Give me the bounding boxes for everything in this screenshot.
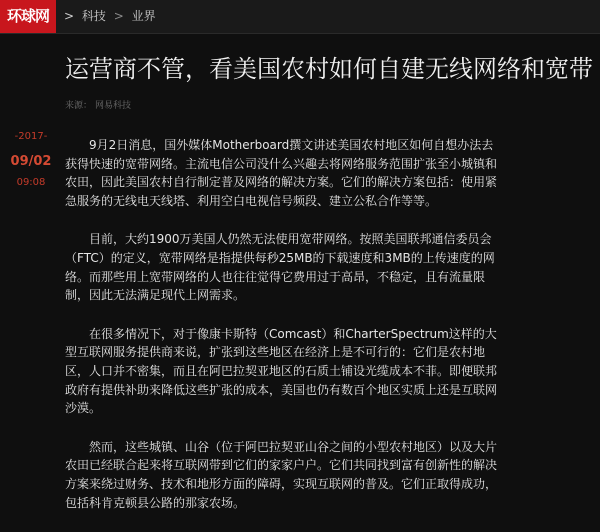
article-paragraph: 9月2日消息，国外媒体Motherboard撰文讲述美国农村地区如何自想办法去获得快速的宽带网络。主流电信公司没什么兴趣去将网络服务范围扩张至小城镇和农田，因此美国农村自行制定普及网络的解决方案。它们的解决方案包括：使用紧急服务的无线电天线塔、利用空白电视信号频段、建立公私合作等等。 <box>65 138 498 208</box>
article-paragraph: 在很多情况下，对于像康卡斯特（Comcast）和CharterSpectrum这样的大型互联网服务提供商来说，扩张到这些地区在经济上是不可行的：它们是农村地区，人口并不密集，而且在阿巴拉契亚地区的石质土铺设光缆成本不菲。即便联邦政府有提供补助来降低这些扩张的成本，美国也仍有数百个地区实质上还是互联网沙漠。 <box>65 326 498 416</box>
article-source <box>65 98 131 111</box>
article-paragraph: 然而，这些城镇、山谷（位于阿巴拉契亚山谷之间的小型农村地区）以及大片农田已经联合起来将互联网带到它们的家家户户。它们共同找到富有创新性的解决方案来绕过财务、技术和地形方面的障碍，实现互联网的普及。它们正取得成功，包括科肯克顿县公路的那家农场。 <box>65 439 498 510</box>
article-title: 运营商不管，看美国农村如何自建无线网络和宽带 <box>65 55 593 83</box>
publish-time: 09:08 <box>16 177 46 188</box>
breadcrumb <box>64 0 156 33</box>
breadcrumb-sep: > <box>64 9 75 23</box>
source-name: 网易科技 <box>95 101 132 111</box>
article-body <box>65 136 505 532</box>
publish-year: -2017- <box>14 131 48 142</box>
breadcrumb-item-tech[interactable]: 科技 <box>81 9 106 23</box>
site-logo[interactable]: 环球网 <box>0 0 56 33</box>
top-navigation-bar <box>0 0 600 34</box>
article-paragraph: 目前，大约1900万美国人仍然无法使用宽带网络。按照美国联邦通信委员会（FTC）的定义，宽带网络是指提供每秒25MB的下载速度和3MB的上传速度的网络。而那些用上宽带网络的人也往往觉得它费用过于高昂，不稳定，且有流量限制，因此无法满足现代上网需求。 <box>65 232 495 303</box>
breadcrumb-item-industry[interactable]: 业界 <box>131 9 156 23</box>
breadcrumb-sep: > <box>113 9 124 23</box>
publish-day: 09/02 <box>10 154 52 169</box>
publish-date-column <box>0 130 62 190</box>
source-label: 来源： <box>65 101 93 111</box>
